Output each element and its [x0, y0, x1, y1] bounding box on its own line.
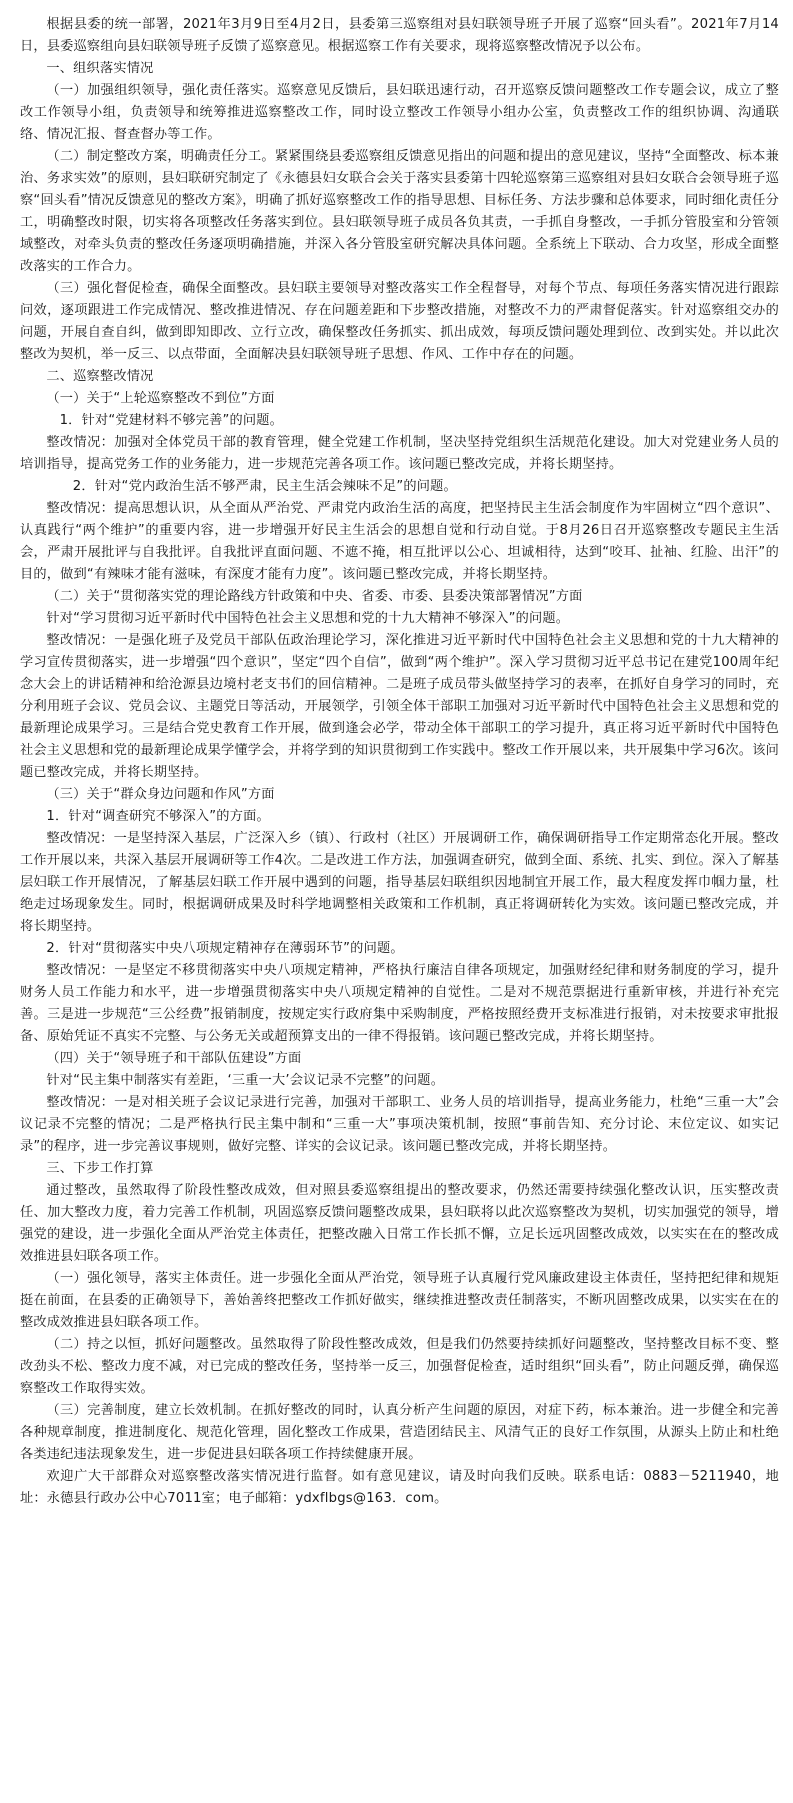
section-2b-item-1-heading: 针对“学习贯彻习近平新时代中国特色社会主义思想和党的十九大精神不够深入”的问题。	[46, 611, 570, 626]
section-2c-item-2-heading: 2．针对“贯彻落实中央八项规定精神存在薄弱环节”的问题。	[46, 941, 404, 956]
section-3-paragraph-2: （二）持之以恒，抓好问题整改。虽然取得了阶段性整改成效，但是我们仍然要持续抓好问题整改，坚持整改目标不变、整改劲头不松、整改力度不减，对已完成的整改任务，坚持举一反三，加强督促检查，适时组织“回头看”，防止问题反弹，确保巡察整改工作取得实效。	[20, 1337, 779, 1396]
section-2a-item-1-heading: 1．针对“党建材料不够完善”的问题。	[59, 413, 284, 428]
section-2d-heading: （四）关于“领导班子和干部队伍建设”方面	[46, 1051, 302, 1066]
section-1-heading: 一、组织落实情况	[46, 61, 154, 76]
section-2a-item-2-heading: 2．针对“党内政治生活不够严肃，民主生活会辣味不足”的问题。	[72, 479, 457, 494]
intro-paragraph: 根据县委的统一部署，2021年3月9日至4月2日，县委第三巡察组对县妇联领导班子开展了巡察“回头看”。2021年7月14日，县委巡察组向县妇联领导班子反馈了巡察意见。根据巡察工作有关要求，现将巡察整改情况予以公布。	[20, 17, 779, 54]
section-2d-item-1-heading: 针对“民主集中制落实有差距，‘三重一大’会议记录不完整”的问题。	[46, 1073, 445, 1088]
section-3-paragraph-1: （一）强化领导，落实主体责任。进一步强化全面从严治党，领导班子认真履行党风廉政建设主体责任，坚持把纪律和规矩挺在前面，在县委的正确领导下，善始善终把整改工作抓好做实，继续推进整改责任制落实，不断巩固整改成果，以实实在在的整改成效推进县妇联各项工作。	[20, 1271, 779, 1330]
section-1-paragraph-3: （三）强化督促检查，确保全面整改。县妇联主要领导对整改落实工作全程督导，对每个节点、每项任务落实情况进行跟踪问效，逐项跟进工作完成情况、整改推进情况、存在问题差距和下步整改措施，对整改不力的严肃督促落实。针对巡察组交办的问题，开展自查自纠，做到即知即改、立行立改，确保整改任务抓实、抓出成效，每项反馈问题处理到位、改到实处。并以此次整改为契机，举一反三、以点带面，全面解决县妇联领导班子思想、作风、工作中存在的问题。	[20, 281, 779, 362]
section-2-heading: 二、巡察整改情况	[46, 369, 154, 384]
section-2a-item-2-body: 整改情况：提高思想认识，从全面从严治党、严肃党内政治生活的高度，把坚持民主生活会制度作为牢固树立“四个意识”、认真践行“两个维护”的重要内容，进一步增强开好民主生活会的思想自觉和行动自觉。于8月26日召开巡察整改专题民主生活会，严肃开展批评与自我批评。自我批评直面问题、不遮不掩，相互批评以公心、坦诚相待，达到“咬耳、扯袖、红脸、出汗”的目的，做到“有辣味才能有滋味，有深度才能有力度”。该问题已整改完成，并将长期坚持。	[20, 501, 779, 582]
section-3-paragraph-3: （三）完善制度，建立长效机制。在抓好整改的同时，认真分析产生问题的原因，对症下药，标本兼治。进一步健全和完善各种规章制度，推进制度化、规范化管理，固化整改工作成果，营造团结民主、风清气正的良好工作氛围，从源头上防止和杜绝各类违纪违法现象发生，进一步促进县妇联各项工作持续健康开展。	[20, 1403, 779, 1462]
section-2c-item-1-heading: 1．针对“调查研究不够深入”的方面。	[46, 809, 270, 824]
section-2c-item-1-body: 整改情况：一是坚持深入基层，广泛深入乡（镇）、行政村（社区）开展调研工作，确保调研指导工作定期常态化开展。整改工作开展以来，共深入基层开展调研等工作4次。二是改进工作方法，加强调查研究，做到全面、系统、扎实、到位。深入了解基层妇联工作开展情况，了解基层妇联工作开展中遇到的问题，指导基层妇联组织因地制宜开展工作，最大程度发挥巾帼力量，杜绝走过场现象发生。同时，根据调研成果及时科学地调整相关政策和工作机制，真正将调研转化为实效。该问题已整改完成，并将长期坚持。	[20, 831, 779, 934]
section-2a-item-1-body: 整改情况：加强对全体党员干部的教育管理，健全党建工作机制，坚决坚持党组织生活规范化建设。加大对党建业务人员的培训指导，提高党务工作的业务能力，进一步规范完善各项工作。该问题已整改完成，并将长期坚持。	[20, 435, 779, 472]
section-1-paragraph-1: （一）加强组织领导，强化责任落实。巡察意见反馈后，县妇联迅速行动，召开巡察反馈问题整改工作专题会议，成立了整改工作领导小组，负责领导和统筹推进巡察整改工作，同时设立整改工作领导小组办公室，负责整改工作的组织协调、沟通联络、情况汇报、督查督办等工作。	[20, 83, 779, 142]
section-3-heading: 三、下步工作打算	[46, 1161, 154, 1176]
section-2b-item-1-body: 整改情况：一是强化班子及党员干部队伍政治理论学习，深化推进习近平新时代中国特色社会主义思想和党的十九大精神的学习宣传贯彻落实，进一步增强“四个意识”，坚定“四个自信”，做到“两个维护”。深入学习贯彻习近平总书记在建党100周年纪念大会上的讲话精神和给沧源县边境村老支书们的回信精神。二是班子成员带头做坚持学习的表率，在抓好自身学习的同时，充分利用班子会议、党员会议、主题党日等活动，开展领学，引领全体干部职工加强对习近平新时代中国特色社会主义思想和党的最新理论成果学习。三是结合党史教育工作开展，做到逢会必学，带动全体干部职工的学习提升，真正将习近平新时代中国特色社会主义思想和党的最新理论成果学懂学会，并将学到的知识贯彻到工作实践中。整改工作开展以来，共开展集中学习6次。该问题已整改完成，并将长期坚持。	[20, 633, 779, 780]
section-2c-item-2-body: 整改情况：一是坚定不移贯彻落实中央八项规定精神，严格执行廉洁自律各项规定，加强财经纪律和财务制度的学习，提升财务人员工作能力和水平，进一步增强贯彻落实中央八项规定精神的自觉性。二是对不规范票据进行重新审核，并进行补充完善。三是进一步规范“三公经费”报销制度，按规定实行政府集中采购制度，严格按照经费开支标准进行报销，对未按要求审批报备、原始凭证不真实不完整、与公务无关或超预算支出的一律不得报销。该问题已整改完成，并将长期坚持。	[20, 963, 779, 1044]
section-2a-heading: （一）关于“上轮巡察整改不到位”方面	[46, 391, 275, 406]
section-2d-item-1-body: 整改情况：一是对相关班子会议记录进行完善，加强对干部职工、业务人员的培训指导，提高业务能力，杜绝“三重一大”会议记录不完整的情况；二是严格执行民主集中制和“三重一大”事项决策机制，按照“事前告知、充分讨论、末位定议、如实记录”的程序，进一步完善议事规则，做好完整、详实的会议记录。该问题已整改完成，并将长期坚持。	[20, 1095, 779, 1154]
section-3-intro: 通过整改，虽然取得了阶段性整改成效，但对照县委巡察组提出的整改要求，仍然还需要持续强化整改认识，压实整改责任、加大整改力度，着力完善工作机制，巩固巡察反馈问题整改成果，县妇联将以此次巡察整改为契机，切实加强党的领导，增强党的建设，进一步强化全面从严治党主体责任，把整改融入日常工作长抓不懈，立足长远巩固整改成效，以实实在在的整改成效推进县妇联各项工作。	[20, 1183, 779, 1264]
closing-contact-paragraph: 欢迎广大干部群众对巡察整改落实情况进行监督。如有意见建议，请及时向我们反映。联系电话：0883－5211940，地址：永德县行政办公中心7011室；电子邮箱：ydxflbgs@163．com。	[20, 1469, 779, 1506]
section-1-paragraph-2: （二）制定整改方案，明确责任分工。紧紧围绕县委巡察组反馈意见指出的问题和提出的意见建议，坚持“全面整改、标本兼治、务求实效”的原则，县妇联研究制定了《永德县妇女联合会关于落实县委第十四轮巡察第三巡察组对县妇女联合会领导班子巡察“回头看”情况反馈意见的整改方案》，明确了抓好巡察整改工作的指导思想、目标任务、方法步骤和总体要求，同时细化责任分工，明确整改时限，切实将各项整改任务落实到位。县妇联领导班子成员各负其责，一手抓自身整改，一手抓分管股室和分管领域整改，对牵头负责的整改任务逐项明确措施，并深入各分管股室研究解决具体问题。全系统上下联动、合力攻坚，形成全面整改落实的工作合力。	[20, 149, 779, 274]
section-2c-heading: （三）关于“群众身边问题和作风”方面	[46, 787, 275, 802]
section-2b-heading: （二）关于“贯彻落实党的理论路线方针政策和中央、省委、市委、县委决策部署情况”方面	[46, 589, 583, 604]
